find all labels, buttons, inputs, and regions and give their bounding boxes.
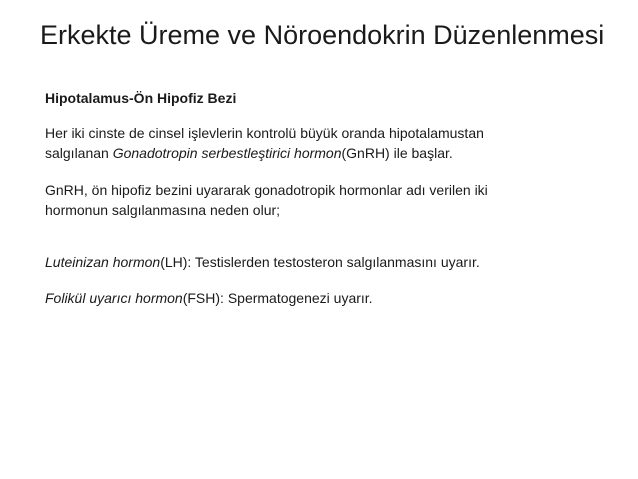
paragraph-gnrh-intro [45, 123, 605, 163]
paragraph-lh [45, 252, 605, 272]
paragraph-line: Her iki cinste de cinsel işlevlerin kontrolü büyük oranda hipotalamustan [45, 125, 484, 141]
text-span: salgılanan [45, 145, 113, 161]
paragraph-line: GnRH, ön hipofiz bezini uyararak gonadotropik hormonlar adı verilen iki [45, 182, 488, 198]
text-span: (GnRH) ile başlar. [341, 145, 453, 161]
term-lh: Luteinizan hormon [45, 254, 161, 270]
paragraph-line [45, 143, 605, 163]
slide-title: Erkekte Üreme ve Nöroendokrin Düzenlenmesi [40, 20, 605, 50]
term-fsh: Folikül uyarıcı hormon [45, 290, 183, 306]
paragraph-line [45, 288, 605, 308]
text-span: (FSH): Spermatogenezi uyarır. [182, 290, 373, 306]
paragraph-line [45, 252, 605, 272]
paragraph-line: hormonun salgılanmasına neden olur; [45, 202, 281, 218]
term-gnrh: Gonadotropin serbestleştirici hormon [112, 145, 342, 161]
text-span: (LH): Testislerden testosteron salgılanmasını uyarır. [160, 254, 480, 270]
paragraph-fsh [45, 288, 605, 308]
paragraph-gonadotropins [45, 180, 605, 220]
section-heading: Hipotalamus-Ön Hipofiz Bezi [45, 90, 237, 106]
